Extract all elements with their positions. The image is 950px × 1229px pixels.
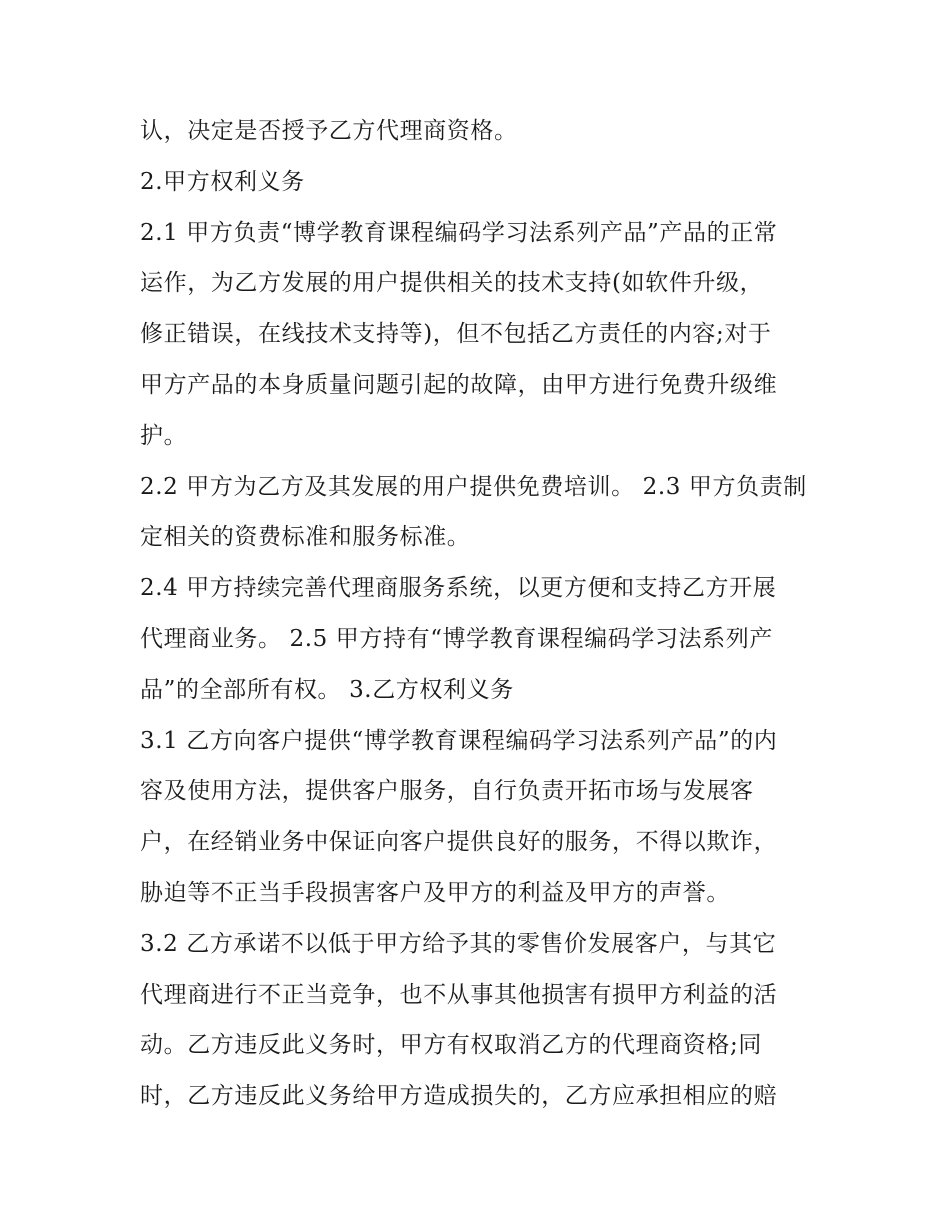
text-line-11: 代理商业务。 2.5 甲方持有“博学教育课程编码学习法系列产 [140,625,773,652]
text-line-5: 修正错误，在线技术支持等)，但不包括乙方责任的内容;对于 [140,321,772,348]
text-line-14: 容及使用方法，提供客户服务，自行负责开拓市场与发展客 [140,778,754,805]
text-line-20: 时，乙方违反此义务给甲方造成损失的，乙方应承担相应的赔 [140,1083,778,1110]
text-line-17: 3.2 乙方承诺不以低于甲方给予其的零售价发展客户，与其它 [140,930,777,957]
text-line-1: 认，决定是否授予乙方代理商资格。 [140,118,518,144]
text-line-2: 2.甲方权利义务 [140,168,305,195]
text-line-12: 品”的全部所有权。 3.乙方权利义务 [140,676,514,703]
text-line-6: 甲方产品的本身质量问题引起的故障，由甲方进行免费升级维 [140,371,778,398]
text-line-18: 代理商进行不正当竞争，也不从事其他损害有损甲方利益的活 [140,981,778,1008]
text-line-4: 运作，为乙方发展的用户提供相关的技术支持(如软件升级， [140,270,764,297]
text-line-13: 3.1 乙方向客户提供“博学教育课程编码学习法系列产品”的内 [140,727,778,754]
text-line-15: 户，在经销业务中保证向客户提供良好的服务，不得以欺诈， [140,829,778,856]
document-body [140,106,820,1122]
text-line-16: 胁迫等不正当手段损害客户及甲方的利益及甲方的声誉。 [140,879,730,906]
text-line-8: 2.2 甲方为乙方及其发展的用户提供免费培训。 2.3 甲方负责制 [140,473,807,500]
text-line-9: 定相关的资费标准和服务标准。 [140,524,471,551]
text-line-19: 动。乙方违反此义务时，甲方有权取消乙方的代理商资格;同 [140,1032,762,1059]
text-line-3: 2.1 甲方负责“博学教育课程编码学习法系列产品”产品的正常 [140,219,778,246]
text-line-10: 2.4 甲方持续完善代理商服务系统，以更方便和支持乙方开展 [140,575,777,602]
text-line-7: 护。 [140,422,188,449]
